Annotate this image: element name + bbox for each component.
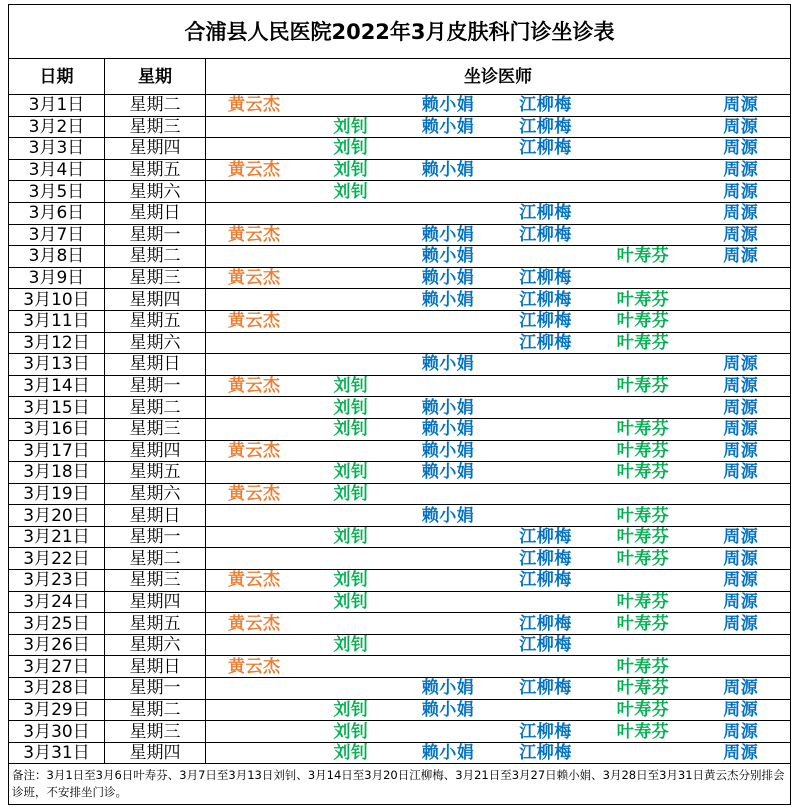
doctor-cell: 刘钊 (303, 159, 400, 181)
doctor-cell: 黄云杰 (206, 483, 303, 505)
weekday-cell: 星期二 (105, 397, 206, 419)
doctor-cell (497, 462, 595, 484)
weekday-cell: 星期三 (105, 116, 206, 138)
weekday-cell: 星期日 (105, 505, 206, 527)
doctor-cell: 赖小娟 (400, 397, 497, 419)
table-row (9, 548, 791, 570)
doctor-cell: 黄云杰 (206, 310, 303, 332)
doctor-cell (400, 332, 497, 354)
table-row (9, 202, 791, 224)
doctor-cell: 叶寿芬 (595, 310, 692, 332)
doctor-cell (400, 483, 497, 505)
table-row (9, 246, 791, 268)
doctor-cell (206, 526, 303, 548)
doctor-cell (497, 375, 595, 397)
table-row (9, 332, 791, 354)
doctor-cell: 赖小娟 (400, 159, 497, 181)
date-cell: 3月10日 (9, 289, 105, 311)
doctor-cell: 叶寿芬 (595, 246, 692, 268)
doctor-cell: 黄云杰 (206, 95, 303, 117)
title-row (9, 5, 791, 59)
doctor-cell (497, 246, 595, 268)
doctor-cell: 赖小娟 (400, 354, 497, 376)
weekday-cell: 星期五 (105, 310, 206, 332)
doctors-column-header: 坐诊医师 (206, 59, 791, 95)
doctor-cell (400, 310, 497, 332)
doctor-cell: 周源 (692, 224, 791, 246)
doctor-cell: 黄云杰 (206, 656, 303, 678)
doctor-cell: 赖小娟 (400, 462, 497, 484)
doctor-cell: 黄云杰 (206, 440, 303, 462)
doctor-cell: 黄云杰 (206, 375, 303, 397)
doctor-cell: 刘钊 (303, 570, 400, 592)
doctor-cell (303, 310, 400, 332)
table-row (9, 505, 791, 527)
doctor-cell: 周源 (692, 742, 791, 764)
page-title: 合浦县人民医院2022年3月皮肤科门诊坐诊表 (9, 5, 791, 59)
doctor-cell (303, 548, 400, 570)
doctor-cell (595, 267, 692, 289)
weekday-cell: 星期六 (105, 181, 206, 203)
doctor-cell (400, 591, 497, 613)
table-row (9, 699, 791, 721)
date-cell: 3月19日 (9, 483, 105, 505)
doctor-cell (497, 397, 595, 419)
doctor-cell (303, 289, 400, 311)
date-cell: 3月2日 (9, 116, 105, 138)
doctor-cell (497, 483, 595, 505)
doctor-cell: 刘钊 (303, 591, 400, 613)
date-cell: 3月22日 (9, 548, 105, 570)
doctor-cell (303, 656, 400, 678)
weekday-cell: 星期四 (105, 591, 206, 613)
doctor-cell (206, 721, 303, 743)
table-row (9, 397, 791, 419)
weekday-cell: 星期五 (105, 613, 206, 635)
doctor-cell (400, 181, 497, 203)
doctor-cell: 叶寿芬 (595, 462, 692, 484)
doctor-cell (400, 548, 497, 570)
doctor-cell (303, 332, 400, 354)
doctor-cell (497, 159, 595, 181)
date-cell: 3月26日 (9, 634, 105, 656)
doctor-cell (206, 289, 303, 311)
doctor-cell: 叶寿芬 (595, 505, 692, 527)
footnote: 备注：3月1日至3月6日叶寿芬、3月7日至3月13日刘钊、3月14日至3月20日江柳梅、3月21日至3月27日赖小娟、3月28日至3月31日黄云杰分别排会诊班，不安排坐门诊。 (9, 764, 791, 805)
table-row (9, 181, 791, 203)
doctor-cell: 叶寿芬 (595, 721, 692, 743)
date-cell: 3月1日 (9, 95, 105, 117)
doctor-cell: 周源 (692, 181, 791, 203)
date-cell: 3月12日 (9, 332, 105, 354)
doctor-cell: 叶寿芬 (595, 656, 692, 678)
doctor-cell (497, 440, 595, 462)
doctor-cell: 江柳梅 (497, 332, 595, 354)
doctor-cell (400, 202, 497, 224)
doctor-cell: 江柳梅 (497, 95, 595, 117)
doctor-cell (595, 397, 692, 419)
weekday-cell: 星期一 (105, 526, 206, 548)
doctor-cell (692, 289, 791, 311)
weekday-cell: 星期一 (105, 375, 206, 397)
doctor-cell: 叶寿芬 (595, 289, 692, 311)
table-row (9, 95, 791, 117)
doctor-cell: 周源 (692, 462, 791, 484)
date-cell: 3月6日 (9, 202, 105, 224)
doctor-cell: 江柳梅 (497, 613, 595, 635)
table-row (9, 418, 791, 440)
doctor-cell: 刘钊 (303, 397, 400, 419)
doctor-cell (400, 634, 497, 656)
doctor-cell: 周源 (692, 375, 791, 397)
doctor-cell (595, 181, 692, 203)
date-cell: 3月13日 (9, 354, 105, 376)
doctor-cell (303, 246, 400, 268)
doctor-cell: 刘钊 (303, 181, 400, 203)
doctor-cell: 周源 (692, 354, 791, 376)
doctor-cell: 江柳梅 (497, 742, 595, 764)
doctor-cell: 赖小娟 (400, 505, 497, 527)
doctor-cell (206, 505, 303, 527)
doctor-cell (400, 526, 497, 548)
doctor-cell (692, 505, 791, 527)
doctor-cell (303, 267, 400, 289)
weekday-cell: 星期六 (105, 634, 206, 656)
date-cell: 3月8日 (9, 246, 105, 268)
weekday-cell: 星期日 (105, 354, 206, 376)
doctor-cell: 刘钊 (303, 526, 400, 548)
doctor-cell: 黄云杰 (206, 159, 303, 181)
doctor-cell (595, 634, 692, 656)
table-row (9, 526, 791, 548)
weekday-column-header: 星期 (105, 59, 206, 95)
doctor-cell (206, 699, 303, 721)
doctor-cell: 周源 (692, 116, 791, 138)
doctor-cell (303, 354, 400, 376)
weekday-cell: 星期日 (105, 202, 206, 224)
date-cell: 3月23日 (9, 570, 105, 592)
table-row (9, 116, 791, 138)
doctor-cell (206, 742, 303, 764)
date-cell: 3月7日 (9, 224, 105, 246)
doctor-cell: 赖小娟 (400, 418, 497, 440)
doctor-cell (303, 440, 400, 462)
doctor-cell: 江柳梅 (497, 138, 595, 160)
date-cell: 3月28日 (9, 678, 105, 700)
doctor-cell (303, 202, 400, 224)
doctor-cell: 叶寿芬 (595, 548, 692, 570)
doctor-cell (497, 181, 595, 203)
weekday-cell: 星期五 (105, 159, 206, 181)
doctor-cell: 江柳梅 (497, 310, 595, 332)
table-row (9, 440, 791, 462)
date-cell: 3月5日 (9, 181, 105, 203)
table-row (9, 267, 791, 289)
weekday-cell: 星期三 (105, 267, 206, 289)
weekday-cell: 星期四 (105, 742, 206, 764)
weekday-cell: 星期二 (105, 95, 206, 117)
table-row (9, 310, 791, 332)
doctor-cell: 叶寿芬 (595, 526, 692, 548)
doctor-cell (595, 742, 692, 764)
date-cell: 3月18日 (9, 462, 105, 484)
doctor-cell: 赖小娟 (400, 267, 497, 289)
doctor-cell: 叶寿芬 (595, 678, 692, 700)
weekday-cell: 星期日 (105, 656, 206, 678)
date-cell: 3月29日 (9, 699, 105, 721)
header-row (9, 59, 791, 95)
doctor-cell: 刘钊 (303, 699, 400, 721)
doctor-cell (206, 678, 303, 700)
doctor-cell (206, 138, 303, 160)
doctor-cell: 周源 (692, 95, 791, 117)
doctor-cell: 叶寿芬 (595, 591, 692, 613)
doctor-cell (206, 418, 303, 440)
doctor-cell (692, 634, 791, 656)
doctor-cell (595, 202, 692, 224)
doctor-cell (400, 656, 497, 678)
doctor-cell: 叶寿芬 (595, 613, 692, 635)
table-row (9, 742, 791, 764)
doctor-cell: 周源 (692, 591, 791, 613)
doctor-cell: 刘钊 (303, 375, 400, 397)
doctor-cell: 周源 (692, 159, 791, 181)
note-row (9, 764, 791, 805)
doctor-cell (497, 656, 595, 678)
doctor-cell (400, 375, 497, 397)
doctor-cell: 周源 (692, 699, 791, 721)
doctor-cell: 江柳梅 (497, 224, 595, 246)
doctor-cell (497, 699, 595, 721)
doctor-cell (206, 548, 303, 570)
table-row (9, 613, 791, 635)
weekday-cell: 星期五 (105, 462, 206, 484)
doctor-cell (303, 678, 400, 700)
doctor-cell (206, 634, 303, 656)
weekday-cell: 星期三 (105, 418, 206, 440)
doctor-cell (400, 138, 497, 160)
doctor-cell (206, 462, 303, 484)
date-column-header: 日期 (9, 59, 105, 95)
doctor-cell (692, 267, 791, 289)
doctor-cell (595, 95, 692, 117)
weekday-cell: 星期三 (105, 721, 206, 743)
doctor-cell (206, 332, 303, 354)
doctor-cell: 黄云杰 (206, 224, 303, 246)
doctor-cell: 江柳梅 (497, 570, 595, 592)
doctor-cell: 赖小娟 (400, 289, 497, 311)
doctor-cell: 刘钊 (303, 483, 400, 505)
doctor-cell: 周源 (692, 246, 791, 268)
doctor-cell: 周源 (692, 721, 791, 743)
doctor-cell (206, 116, 303, 138)
doctor-cell: 黄云杰 (206, 613, 303, 635)
doctor-cell (206, 202, 303, 224)
date-cell: 3月30日 (9, 721, 105, 743)
doctor-cell (595, 224, 692, 246)
date-cell: 3月14日 (9, 375, 105, 397)
date-cell: 3月21日 (9, 526, 105, 548)
weekday-cell: 星期四 (105, 138, 206, 160)
date-cell: 3月3日 (9, 138, 105, 160)
doctor-cell (595, 116, 692, 138)
date-cell: 3月17日 (9, 440, 105, 462)
date-cell: 3月11日 (9, 310, 105, 332)
doctor-cell: 赖小娟 (400, 678, 497, 700)
doctor-cell (303, 505, 400, 527)
doctor-cell (400, 570, 497, 592)
doctor-cell (206, 591, 303, 613)
doctor-cell: 赖小娟 (400, 440, 497, 462)
doctor-cell: 刘钊 (303, 634, 400, 656)
weekday-cell: 星期六 (105, 332, 206, 354)
doctor-cell: 黄云杰 (206, 570, 303, 592)
doctor-cell: 黄云杰 (206, 267, 303, 289)
doctor-cell (206, 354, 303, 376)
doctor-cell: 赖小娟 (400, 224, 497, 246)
weekday-cell: 星期二 (105, 548, 206, 570)
weekday-cell: 星期一 (105, 224, 206, 246)
doctor-cell: 江柳梅 (497, 548, 595, 570)
doctor-cell: 周源 (692, 678, 791, 700)
weekday-cell: 星期四 (105, 440, 206, 462)
schedule-body (9, 95, 791, 764)
table-row (9, 375, 791, 397)
doctor-cell: 周源 (692, 548, 791, 570)
table-row (9, 462, 791, 484)
doctor-cell: 周源 (692, 440, 791, 462)
doctor-cell (303, 613, 400, 635)
doctor-cell: 赖小娟 (400, 699, 497, 721)
table-row (9, 138, 791, 160)
doctor-cell: 周源 (692, 613, 791, 635)
doctor-cell: 赖小娟 (400, 95, 497, 117)
doctor-cell (595, 138, 692, 160)
doctor-cell (595, 354, 692, 376)
table-row (9, 159, 791, 181)
date-cell: 3月15日 (9, 397, 105, 419)
table-row (9, 483, 791, 505)
doctor-cell: 叶寿芬 (595, 418, 692, 440)
doctor-cell (206, 397, 303, 419)
doctor-cell: 刘钊 (303, 138, 400, 160)
doctor-cell: 刘钊 (303, 462, 400, 484)
doctor-cell: 叶寿芬 (595, 699, 692, 721)
doctor-cell: 周源 (692, 202, 791, 224)
doctor-cell: 江柳梅 (497, 634, 595, 656)
date-cell: 3月20日 (9, 505, 105, 527)
doctor-cell (206, 246, 303, 268)
doctor-cell: 叶寿芬 (595, 440, 692, 462)
doctor-cell (692, 483, 791, 505)
doctor-cell: 江柳梅 (497, 289, 595, 311)
doctor-cell (206, 181, 303, 203)
schedule-table (8, 4, 791, 805)
doctor-cell: 江柳梅 (497, 678, 595, 700)
doctor-cell: 刘钊 (303, 116, 400, 138)
doctor-cell (497, 354, 595, 376)
date-cell: 3月31日 (9, 742, 105, 764)
table-row (9, 289, 791, 311)
doctor-cell: 江柳梅 (497, 721, 595, 743)
doctor-cell (595, 570, 692, 592)
doctor-cell (595, 159, 692, 181)
weekday-cell: 星期六 (105, 483, 206, 505)
weekday-cell: 星期三 (105, 570, 206, 592)
doctor-cell (692, 332, 791, 354)
table-row (9, 634, 791, 656)
weekday-cell: 星期四 (105, 289, 206, 311)
doctor-cell: 刘钊 (303, 721, 400, 743)
doctor-cell (303, 95, 400, 117)
doctor-cell: 周源 (692, 570, 791, 592)
doctor-cell: 江柳梅 (497, 526, 595, 548)
table-row (9, 721, 791, 743)
date-cell: 3月24日 (9, 591, 105, 613)
date-cell: 3月27日 (9, 656, 105, 678)
doctor-cell: 周源 (692, 138, 791, 160)
doctor-cell: 刘钊 (303, 742, 400, 764)
date-cell: 3月9日 (9, 267, 105, 289)
doctor-cell: 江柳梅 (497, 267, 595, 289)
doctor-cell (692, 310, 791, 332)
doctor-cell (497, 591, 595, 613)
doctor-cell (595, 483, 692, 505)
table-row (9, 678, 791, 700)
doctor-cell: 周源 (692, 397, 791, 419)
doctor-cell: 刘钊 (303, 418, 400, 440)
weekday-cell: 星期二 (105, 246, 206, 268)
doctor-cell (400, 721, 497, 743)
table-row (9, 570, 791, 592)
date-cell: 3月16日 (9, 418, 105, 440)
doctor-cell: 周源 (692, 418, 791, 440)
table-row (9, 591, 791, 613)
table-row (9, 656, 791, 678)
table-row (9, 224, 791, 246)
doctor-cell: 江柳梅 (497, 202, 595, 224)
doctor-cell (400, 613, 497, 635)
doctor-cell: 赖小娟 (400, 116, 497, 138)
weekday-cell: 星期一 (105, 678, 206, 700)
doctor-cell: 江柳梅 (497, 116, 595, 138)
doctor-cell: 周源 (692, 526, 791, 548)
doctor-cell (303, 224, 400, 246)
doctor-cell: 赖小娟 (400, 246, 497, 268)
doctor-cell (692, 656, 791, 678)
date-cell: 3月4日 (9, 159, 105, 181)
table-row (9, 354, 791, 376)
date-cell: 3月25日 (9, 613, 105, 635)
doctor-cell: 叶寿芬 (595, 375, 692, 397)
weekday-cell: 星期二 (105, 699, 206, 721)
doctor-cell: 叶寿芬 (595, 332, 692, 354)
doctor-cell (497, 505, 595, 527)
doctor-cell (497, 418, 595, 440)
doctor-cell: 赖小娟 (400, 742, 497, 764)
